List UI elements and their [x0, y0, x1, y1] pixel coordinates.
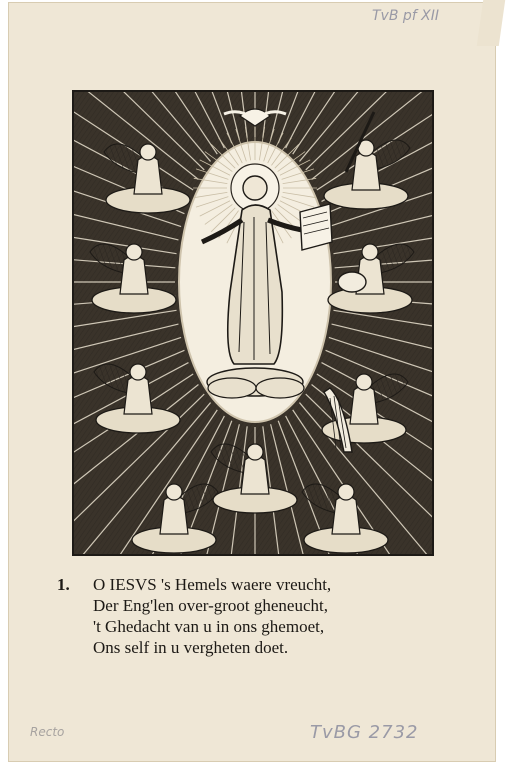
verse-line-4: Ons self in u vergheten doet. [93, 638, 289, 657]
verse-lines [93, 574, 331, 658]
engraving-illustration [74, 92, 432, 554]
verse-number: 1. [57, 575, 70, 594]
lute-icon [338, 272, 366, 292]
pencil-annotation-top: TvB pf XII [372, 8, 440, 24]
verse-line-3: 't Ghedacht van u in ons ghemoet, [93, 617, 325, 636]
verse-line-1: O IESVS 's Hemels waere vreucht, [93, 575, 332, 594]
cloud-icon [207, 368, 304, 398]
pencil-annotation-inventory: TvBG 2732 [310, 722, 419, 743]
book-icon [300, 204, 332, 250]
pencil-annotation-recto: Recto [30, 725, 65, 739]
verse-line-2: Der Eng'len over-groot gheneucht, [93, 596, 328, 615]
engraving-frame [72, 90, 434, 556]
